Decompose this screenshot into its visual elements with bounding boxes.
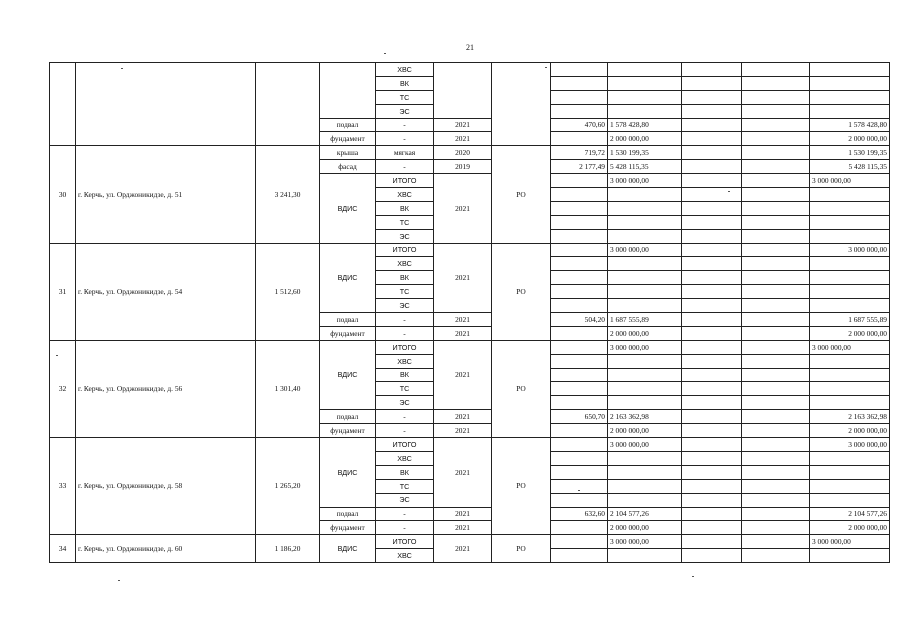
operator: РО <box>492 438 551 535</box>
scan-speck <box>578 490 580 491</box>
engineering-system: ЭС <box>376 396 434 410</box>
engineering-system: ТС <box>376 479 434 493</box>
element-type: - <box>376 160 434 174</box>
element-name: фасад <box>320 160 376 174</box>
element-type: - <box>376 521 434 535</box>
engineering-system: ЭС <box>376 299 434 313</box>
table-row <box>50 438 890 452</box>
year: 2021 <box>434 326 492 340</box>
engineering-system: ТС <box>376 382 434 396</box>
volume: 650,70 <box>551 410 608 424</box>
cost: 1 530 199,35 <box>608 146 682 160</box>
engineering-system: ИТОГО <box>376 174 434 188</box>
volume: 504,20 <box>551 313 608 327</box>
total-cost: 2 000 000,00 <box>810 424 890 438</box>
engineering-system: ВК <box>376 368 434 382</box>
scan-speck <box>384 53 386 54</box>
element-type: - <box>376 132 434 146</box>
row-number: 34 <box>50 535 76 563</box>
engineering-system: ТС <box>376 215 434 229</box>
building-area: 1 186,20 <box>256 535 320 563</box>
cost: 3 000 000,00 <box>608 535 682 549</box>
engineering-system: ХВС <box>376 257 434 271</box>
element-type: - <box>376 507 434 521</box>
engineering-system: ХВС <box>376 63 434 77</box>
engineering-system: ТС <box>376 90 434 104</box>
engineering-system: ХВС <box>376 188 434 202</box>
address: г. Керчь, ул. Орджоникидзе, д. 54 <box>76 243 256 340</box>
element-name: подвал <box>320 410 376 424</box>
cost: 3 000 000,00 <box>608 340 682 354</box>
engineering-system: ИТОГО <box>376 243 434 257</box>
engineering-system: ИТОГО <box>376 535 434 549</box>
cost: 2 000 000,00 <box>608 132 682 146</box>
element-name: ВДИС <box>320 340 376 409</box>
engineering-system: ХВС <box>376 549 434 563</box>
year: 2021 <box>434 132 492 146</box>
element-name: крыша <box>320 146 376 160</box>
total-cost: 1 578 428,80 <box>810 118 890 132</box>
total-cost: 1 530 199,35 <box>810 146 890 160</box>
repair-schedule-table <box>49 62 890 563</box>
total-cost: 3 000 000,00 <box>810 174 890 188</box>
engineering-system: ЭС <box>376 493 434 507</box>
total-cost: 3 000 000,00 <box>810 438 890 452</box>
year: 2021 <box>434 410 492 424</box>
cost: 3 000 000,00 <box>608 243 682 257</box>
scan-speck <box>692 576 694 577</box>
engineering-system: ЭС <box>376 229 434 243</box>
cost: 3 000 000,00 <box>608 174 682 188</box>
total-cost: 2 000 000,00 <box>810 326 890 340</box>
year: 2021 <box>434 174 492 243</box>
cost: 1 687 555,89 <box>608 313 682 327</box>
year: 2019 <box>434 160 492 174</box>
year: 2021 <box>434 507 492 521</box>
total-cost: 2 000 000,00 <box>810 521 890 535</box>
engineering-system: ХВС <box>376 451 434 465</box>
scan-speck <box>728 191 730 192</box>
year: 2021 <box>434 340 492 409</box>
operator: РО <box>492 243 551 340</box>
total-cost: 1 687 555,89 <box>810 313 890 327</box>
element-name: фундамент <box>320 521 376 535</box>
address: г. Керчь, ул. Орджоникидзе, д. 56 <box>76 340 256 437</box>
address: г. Керчь, ул. Орджоникидзе, д. 60 <box>76 535 256 563</box>
row-number: 30 <box>50 146 76 243</box>
year: 2021 <box>434 521 492 535</box>
building-area: 3 241,30 <box>256 146 320 243</box>
element-name: подвал <box>320 118 376 132</box>
element-name: ВДИС <box>320 174 376 243</box>
year: 2021 <box>434 243 492 312</box>
operator: РО <box>492 146 551 243</box>
operator: РО <box>492 535 551 563</box>
scan-speck <box>121 68 123 69</box>
year: 2021 <box>434 313 492 327</box>
table-row <box>50 535 890 549</box>
address: г. Керчь, ул. Орджоникидзе, д. 58 <box>76 438 256 535</box>
element-name: подвал <box>320 313 376 327</box>
volume: 2 177,49 <box>551 160 608 174</box>
scan-speck <box>118 580 120 581</box>
element-name: фундамент <box>320 424 376 438</box>
element-type: - <box>376 410 434 424</box>
year: 2021 <box>434 535 492 563</box>
page-number: 21 <box>466 43 474 52</box>
building-area: 1 301,40 <box>256 340 320 437</box>
scan-speck <box>545 67 547 68</box>
element-type: - <box>376 313 434 327</box>
total-cost: 2 163 362,98 <box>810 410 890 424</box>
total-cost: 2 104 577,26 <box>810 507 890 521</box>
engineering-system: ИТОГО <box>376 340 434 354</box>
engineering-system: ХВС <box>376 354 434 368</box>
building-area: 1 265,20 <box>256 438 320 535</box>
year: 2021 <box>434 118 492 132</box>
cost: 1 578 428,80 <box>608 118 682 132</box>
cost: 2 000 000,00 <box>608 326 682 340</box>
element-name: ВДИС <box>320 535 376 563</box>
cost: 5 428 115,35 <box>608 160 682 174</box>
scan-speck <box>56 355 58 356</box>
engineering-system: ВК <box>376 76 434 90</box>
building-area: 1 512,60 <box>256 243 320 340</box>
total-cost: 2 000 000,00 <box>810 132 890 146</box>
volume: 632,60 <box>551 507 608 521</box>
cost: 3 000 000,00 <box>608 438 682 452</box>
row-number: 33 <box>50 438 76 535</box>
volume: 470,60 <box>551 118 608 132</box>
total-cost: 3 000 000,00 <box>810 243 890 257</box>
cost: 2 000 000,00 <box>608 424 682 438</box>
volume: 719,72 <box>551 146 608 160</box>
element-type: мягкая <box>376 146 434 160</box>
cost: 2 104 577,26 <box>608 507 682 521</box>
table-row <box>50 146 890 160</box>
operator: РО <box>492 340 551 437</box>
address: г. Керчь, ул. Орджоникидзе, д. 51 <box>76 146 256 243</box>
element-name: ВДИС <box>320 243 376 312</box>
engineering-system: ВК <box>376 201 434 215</box>
element-type: - <box>376 326 434 340</box>
cost: 2 000 000,00 <box>608 521 682 535</box>
engineering-system: ЭС <box>376 104 434 118</box>
engineering-system: ИТОГО <box>376 438 434 452</box>
element-name: подвал <box>320 507 376 521</box>
row-number: 31 <box>50 243 76 340</box>
year: 2021 <box>434 424 492 438</box>
row-number: 32 <box>50 340 76 437</box>
element-name: фундамент <box>320 326 376 340</box>
engineering-system: ВК <box>376 271 434 285</box>
table-row <box>50 243 890 257</box>
engineering-system: ВК <box>376 465 434 479</box>
year: 2021 <box>434 438 492 507</box>
year: 2020 <box>434 146 492 160</box>
engineering-system: ТС <box>376 285 434 299</box>
total-cost: 3 000 000,00 <box>810 535 890 549</box>
table-row <box>50 63 890 77</box>
total-cost: 5 428 115,35 <box>810 160 890 174</box>
element-name: фундамент <box>320 132 376 146</box>
element-name: ВДИС <box>320 438 376 507</box>
cost: 2 163 362,98 <box>608 410 682 424</box>
element-type: - <box>376 424 434 438</box>
table-row <box>50 340 890 354</box>
total-cost: 3 000 000,00 <box>810 340 890 354</box>
element-type: - <box>376 118 434 132</box>
